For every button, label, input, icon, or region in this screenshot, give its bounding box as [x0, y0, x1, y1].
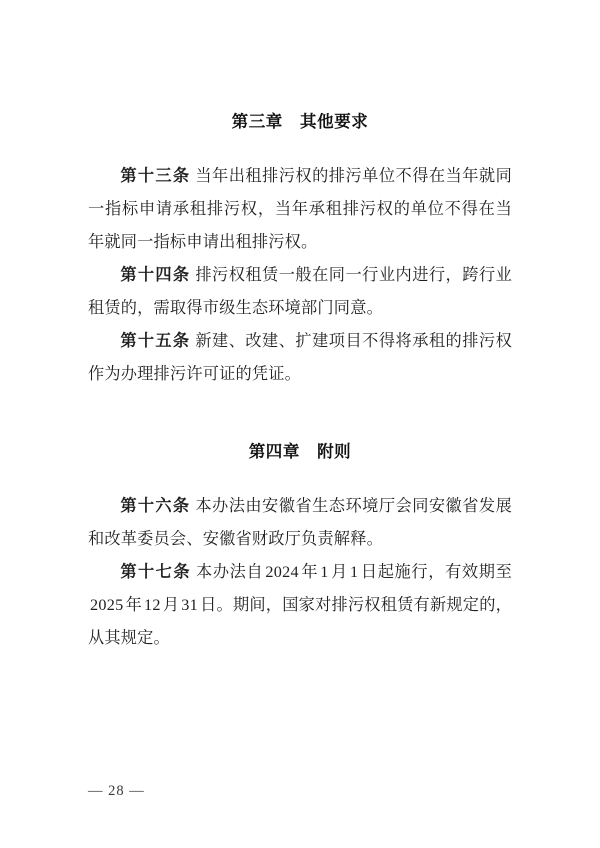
effective-start-year: 2024	[265, 563, 299, 581]
article-14-text: 排污权租赁一般在同一行业内进行，跨行业租赁的，需取得市级生态环境部门同意。	[88, 266, 512, 317]
effective-start-day: 1	[349, 563, 359, 581]
article-15-text: 新建、改建、扩建项目不得将承租的排污权作为办理排污许可证的凭证。	[88, 332, 512, 383]
document-body	[88, 0, 512, 655]
chapter-heading-4: 第四章 附则	[248, 442, 352, 461]
article-16-text: 本办法由安徽省生态环境厅会同安徽省发展和改革委员会、安徽省财政厅负责解释。	[88, 497, 512, 548]
effective-start-month: 1	[320, 563, 329, 581]
article-16-number: 第十六条	[120, 497, 191, 515]
article-14-number: 第十四条	[120, 266, 191, 284]
article-15-number: 第十五条	[120, 332, 191, 350]
page-number: — 28 —	[88, 783, 145, 799]
article-17-text-7: 日。期间，国家对排污权租赁有新规定的，从其规定。	[88, 596, 512, 647]
article-13-number: 第十三条	[120, 167, 191, 185]
article-13-text: 当年出租排污权的排污单位不得在当年就同一指标申请承租排污权，当年承租排污权的单位不得在当年就同一指标申请出租排污权。	[88, 167, 512, 251]
article-13	[88, 160, 512, 259]
article-15	[88, 325, 512, 391]
article-16	[88, 490, 512, 556]
article-17	[88, 556, 512, 655]
article-17-text-5: 年	[125, 596, 143, 614]
article-17-text-2: 年	[300, 563, 319, 581]
article-17-number: 第十七条	[120, 563, 191, 581]
expiry-month: 12	[144, 596, 161, 614]
expiry-day: 31	[181, 596, 199, 614]
article-14	[88, 259, 512, 325]
article-17-text-3: 月	[330, 563, 348, 581]
chapter-heading-3: 第三章 其他要求	[231, 112, 369, 131]
article-17-text-4: 日起施行，有效期至	[360, 563, 513, 581]
article-17-text-1: 本办法自	[195, 563, 264, 581]
article-17-text-6: 月	[162, 596, 180, 614]
expiry-year: 2025	[90, 596, 124, 614]
